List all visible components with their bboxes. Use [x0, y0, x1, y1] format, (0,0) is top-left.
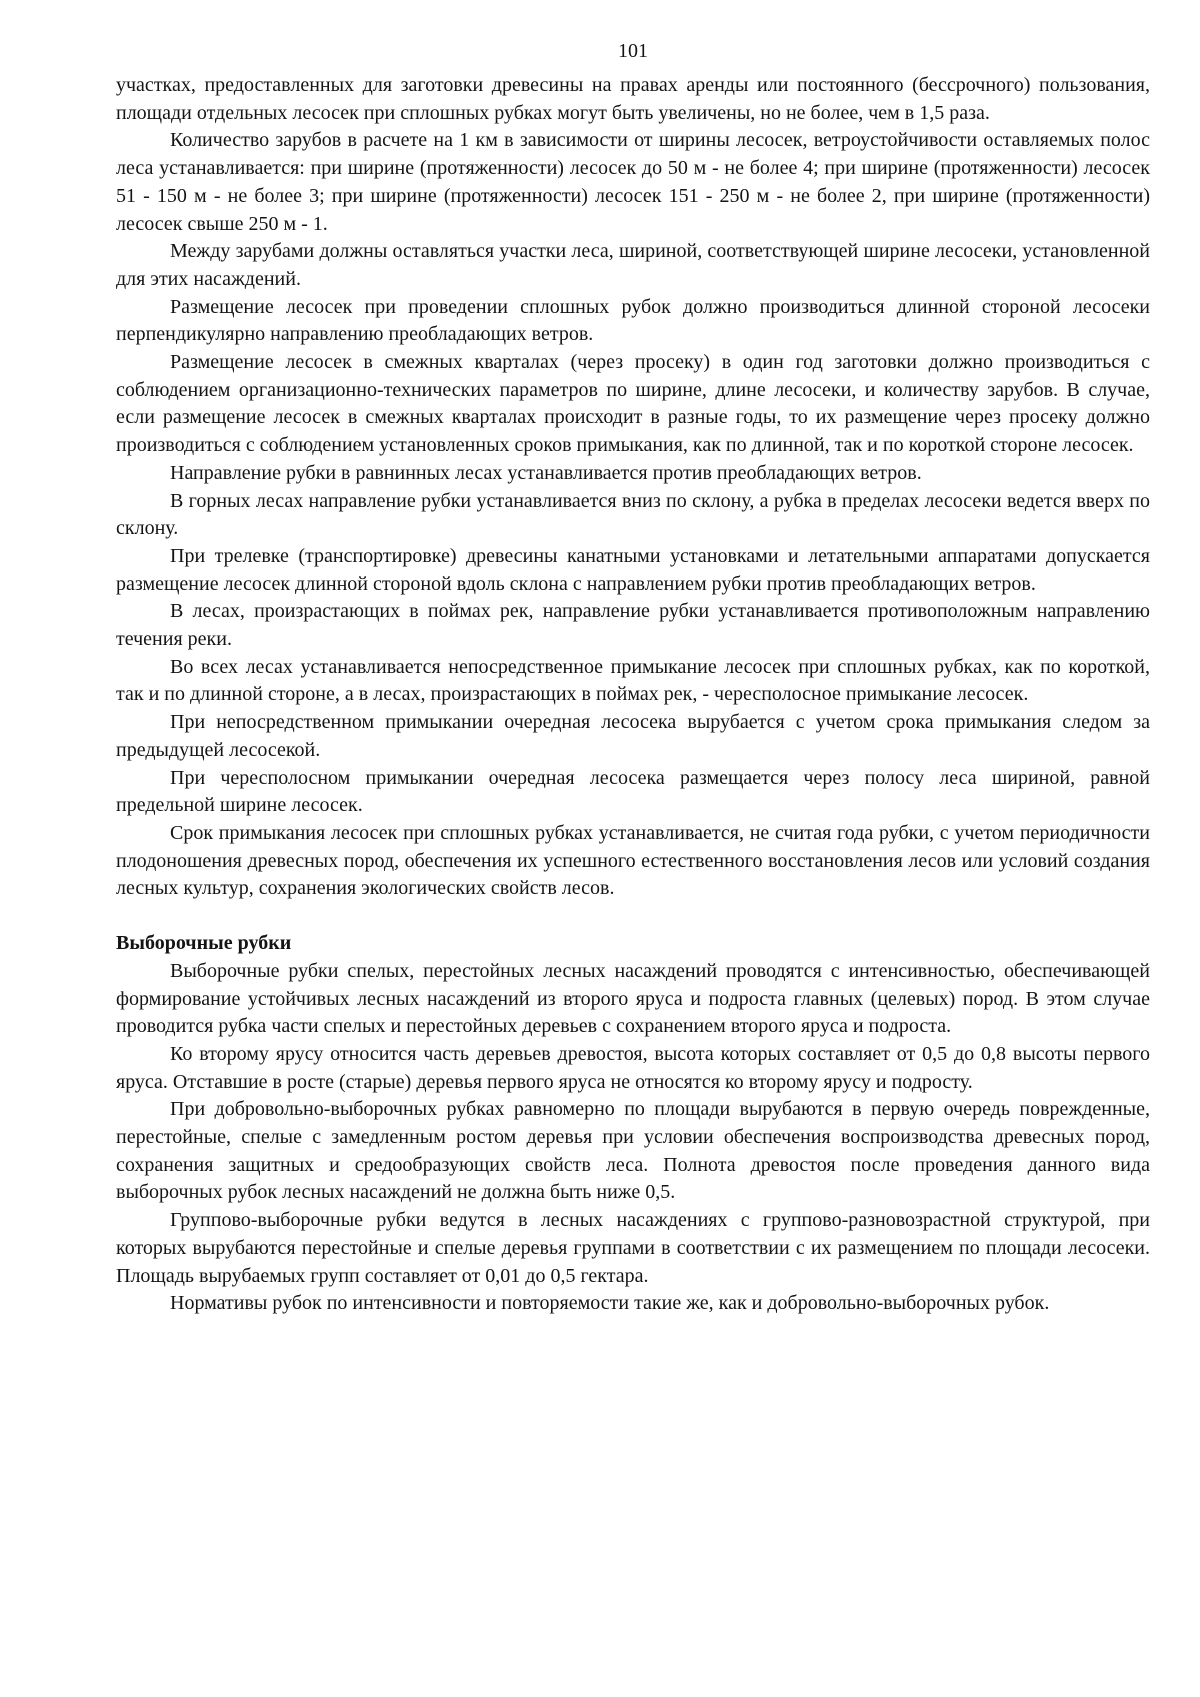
paragraph: участках, предоставленных для заготовки древесины на правах аренды или постоянного (бессрочного) пользования, площади отдельных лесосек при сплошных рубках могут быть увеличены, но не более, чем в 1,5 раза. [116, 74, 1150, 124]
paragraph: Нормативы рубок по интенсивности и повторяемости такие же, как и добровольно-выборочных рубок. [170, 1292, 1050, 1315]
paragraph: Ко второму ярусу относится часть деревьев древостоя, высота которых составляет от 0,5 до 0,8 высоты первого яруса. Отставшие в росте (старые) деревья первого яруса не относятся ко второму ярусу и подросту. [116, 1042, 1150, 1093]
paragraph: Количество зарубов в расчете на 1 км в зависимости от ширины лесосек, ветроустойчивости оставляемых полос леса устанавливается: при ширине (протяженности) лесосек до 50 м - не более 4; при ширине (протяженности) лесосек 51 - 150 м - не более 3; при ширине (протяженности) лесосек 151 - 250 м - не более 2, при ширине (протяженности) лесосек свыше 250 м - 1. [116, 129, 1150, 235]
paragraph: При трелевке (транспортировке) древесины канатными установками и летательными аппаратами допускается размещение лесосек длинной стороной вдоль склона с направлением рубки против преобладающих ветров. [116, 544, 1150, 595]
paragraph: Между зарубами должны оставляться участки леса, шириной, соответствующей ширине лесосеки, установленной для этих насаждений. [116, 240, 1150, 290]
paragraph: В горных лесах направление рубки устанавливается вниз по склону, а рубка в пределах лесосеки ведется вверх по склону. [116, 489, 1150, 540]
document-page [116, 38, 1150, 1318]
paragraph: Размещение лесосек при проведении сплошных рубок должно производиться длинной стороной лесосеки перпендикулярно направлению преобладающих ветров. [116, 295, 1150, 346]
paragraph: Срок примыкания лесосек при сплошных рубках устанавливается, не считая года рубки, с учетом периодичности плодоношения древесных пород, обеспечения их успешного естественного восстановления лесов или условий создания лесных культур, сохранения экологических свойств лесов. [116, 821, 1150, 900]
paragraphs-after [116, 958, 1150, 1318]
paragraph: При чересполосном примыкании очередная лесосека размещается через полосу леса шириной, равной предельной ширине лесосек. [116, 766, 1150, 817]
page-number: 101 [618, 40, 648, 62]
paragraph: Размещение лесосек в смежных кварталах (через просеку) в один год заготовки должно производиться с соблюдением организационно-технических параметров по ширине, длине лесосеки, и количеству зарубов. В случае, если размещение лесосек в смежных кварталах происходит в разные годы, то их размещение через просеку должно производиться с соблюдением установленных сроков примыкания, как по длинной, так и по короткой стороне лесосек. [116, 351, 1150, 457]
paragraph: Направление рубки в равнинных лесах устанавливается против преобладающих ветров. [170, 461, 922, 484]
paragraph: При непосредственном примыкании очередная лесосека вырубается с учетом срока примыкания следом за предыдущей лесосекой. [116, 711, 1150, 761]
paragraph: В лесах, произрастающих в поймах рек, направление рубки устанавливается противоположным направлению течения реки. [116, 600, 1150, 651]
paragraphs-before [116, 72, 1150, 903]
paragraph: Группово-выборочные рубки ведутся в лесных насаждениях с группово-разновозрастной структурой, при которых вырубаются перестойные и спелые деревья группами в соответствии с их размещением по площади лесосеки. Площадь вырубаемых групп составляет от 0,01 до 0,5 гектара. [116, 1209, 1150, 1287]
paragraph: При добровольно-выборочных рубках равномерно по площади вырубаются в первую очередь поврежденные, перестойные, спелые с замедленным ростом деревья при условии обеспечения воспроизводства древесных пород, сохранения защитных и средообразующих свойств леса. Полнота древостоя после проведения данного вида выборочных рубок лесных насаждений не должна быть ниже 0,5. [116, 1098, 1150, 1204]
paragraph: Выборочные рубки спелых, перестойных лесных насаждений проводятся с интенсивностью, обеспечивающей формирование устойчивых лесных насаждений из второго яруса и подроста главных (целевых) пород. В этом случае проводится рубка части спелых и перестойных деревьев с сохранением второго яруса и подроста. [116, 959, 1150, 1038]
paragraph: Во всех лесах устанавливается непосредственное примыкание лесосек при сплошных рубках, как по короткой, так и по длинной стороне, а в лесах, произрастающих в поймах рек, - чересполосное примыкание лесосек. [116, 655, 1150, 706]
section-heading: Выборочные рубки [116, 932, 292, 955]
